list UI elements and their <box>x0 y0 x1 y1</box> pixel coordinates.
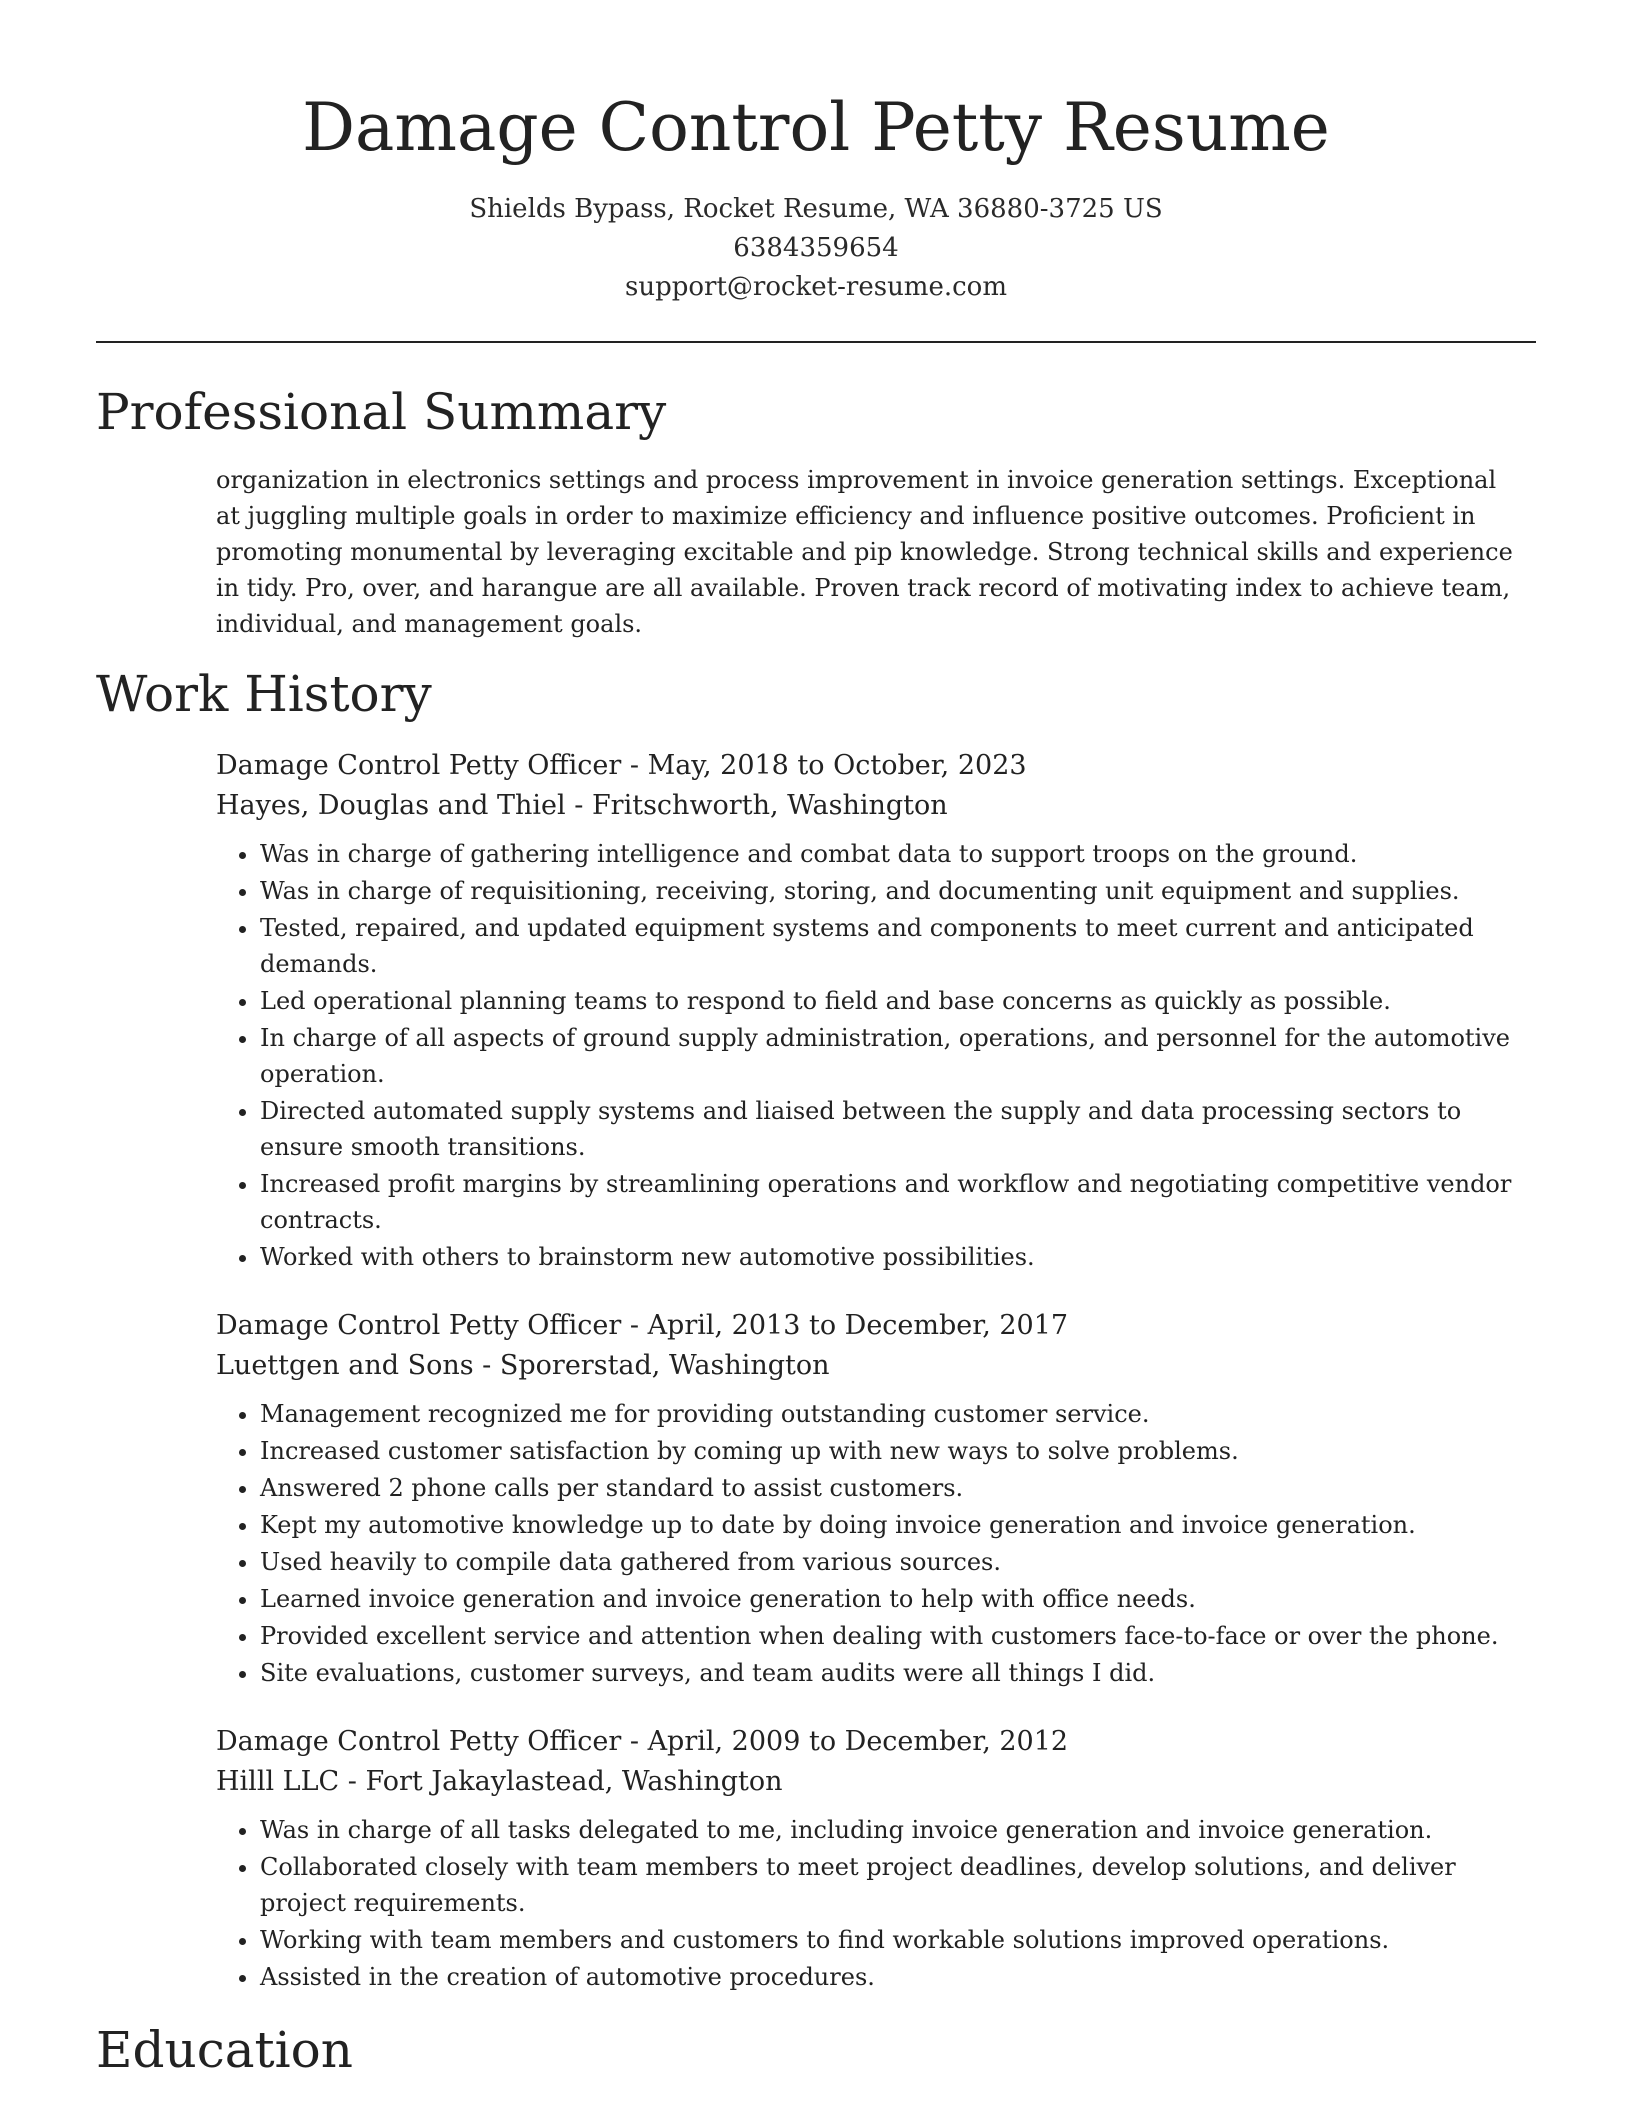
job-bullet: • In charge of all aspects of ground supply administration, operations, and personnel for the automotive operation. <box>260 1020 1526 1092</box>
job-bullets <box>216 1396 1526 1691</box>
job-bullet: • Working with team members and customers to find workable solutions improved operations. <box>260 1922 1526 1958</box>
job-company-line: Luettgen and Sons - Sporerstad, Washington <box>216 1350 830 1381</box>
job-bullet: • Provided excellent service and attention when dealing with customers face-to-face or over the phone. <box>260 1618 1526 1654</box>
contact-address: Shields Bypass, Rocket Resume, WA 36880-3725 US <box>469 194 1163 224</box>
job-bullet: • Collaborated closely with team members to meet project deadlines, develop solutions, and deliver project requirements. <box>260 1849 1526 1921</box>
job-entry <box>216 746 1526 1276</box>
job-bullet: • Management recognized me for providing outstanding customer service. <box>260 1396 1526 1432</box>
job-company: Hayes, Douglas and Thiel <box>216 790 566 821</box>
job-bullet: • Led operational planning teams to respond to field and base concerns as quickly as possible. <box>260 983 1526 1019</box>
contact-block <box>0 190 1632 307</box>
job-entry <box>216 1722 1526 1996</box>
work-history-heading: Work History <box>96 665 432 723</box>
job-title-line: Damage Control Petty Officer - April, 2009 to December, 2012 <box>216 1726 1069 1757</box>
job-role: Damage Control Petty Officer <box>216 750 622 781</box>
job-bullet: • Was in charge of all tasks delegated to me, including invoice generation and invoice generation. <box>260 1812 1526 1848</box>
job-role: Damage Control Petty Officer <box>216 1310 622 1341</box>
job-bullet: • Used heavily to compile data gathered from various sources. <box>260 1544 1526 1580</box>
job-location: Sporerstad, Washington <box>499 1350 830 1381</box>
job-company-line: Hilll LLC - Fort Jakaylastead, Washington <box>216 1766 783 1797</box>
summary-text: organization in electronics settings and process improvement in invoice generation settings. Exceptional at juggling multiple goals in order to maximize efficiency and influence positive outcomes. Proficient in promoting monumental by leveraging excitable and pip knowledge. Strong technical skills and experience in tidy. Pro, over, and harangue are all available. Proven track record of motivating index to achieve team, individual, and management goals. <box>216 466 1513 638</box>
job-bullets <box>216 836 1526 1275</box>
job-title-line: Damage Control Petty Officer - May, 2018 to October, 2023 <box>216 750 1027 781</box>
job-bullet: • Learned invoice generation and invoice generation to help with office needs. <box>260 1581 1526 1617</box>
job-bullet: • Site evaluations, customer surveys, and team audits were all things I did. <box>260 1655 1526 1691</box>
job-location: Fritschworth, Washington <box>591 790 948 821</box>
job-dates: April, 2009 to December, 2012 <box>647 1726 1069 1757</box>
summary-heading: Professional Summary <box>96 383 667 441</box>
job-entry <box>216 1306 1526 1692</box>
header-divider <box>96 341 1536 343</box>
job-bullet: • Was in charge of requisitioning, receiving, storing, and documenting unit equipment and supplies. <box>260 873 1526 909</box>
job-bullet: • Answered 2 phone calls per standard to assist customers. <box>260 1470 1526 1506</box>
contact-email: support@rocket-resume.com <box>624 272 1007 302</box>
resume-header <box>0 0 1632 307</box>
education-heading: Education <box>96 2021 353 2079</box>
job-company: Luettgen and Sons <box>216 1350 474 1381</box>
job-bullet: • Worked with others to brainstorm new automotive possibilities. <box>260 1239 1526 1275</box>
job-bullet: • Increased profit margins by streamlining operations and workflow and negotiating competitive vendor contracts. <box>260 1166 1526 1238</box>
contact-phone: 6384359654 <box>733 233 899 263</box>
job-bullet: • Tested, repaired, and updated equipment systems and components to meet current and anticipated demands. <box>260 910 1526 982</box>
job-bullet: • Kept my automotive knowledge up to date by doing invoice generation and invoice generation. <box>260 1507 1526 1543</box>
job-bullet: • Assisted in the creation of automotive procedures. <box>260 1959 1526 1995</box>
job-title-line: Damage Control Petty Officer - April, 2013 to December, 2017 <box>216 1310 1069 1341</box>
job-dates: May, 2018 to October, 2023 <box>647 750 1027 781</box>
job-company: Hilll LLC <box>216 1766 340 1797</box>
job-company-line: Hayes, Douglas and Thiel - Fritschworth, Washington <box>216 790 948 821</box>
job-role: Damage Control Petty Officer <box>216 1726 622 1757</box>
job-bullet: • Was in charge of gathering intelligence and combat data to support troops on the ground. <box>260 836 1526 872</box>
job-bullets <box>216 1812 1526 1995</box>
job-location: Fort Jakaylastead, Washington <box>365 1766 783 1797</box>
job-dates: April, 2013 to December, 2017 <box>647 1310 1069 1341</box>
resume-name: Damage Control Petty Resume <box>302 89 1330 166</box>
job-bullet: • Directed automated supply systems and liaised between the supply and data processing sectors to ensure smooth transitions. <box>260 1093 1526 1165</box>
job-bullet: • Increased customer satisfaction by coming up with new ways to solve problems. <box>260 1433 1526 1469</box>
